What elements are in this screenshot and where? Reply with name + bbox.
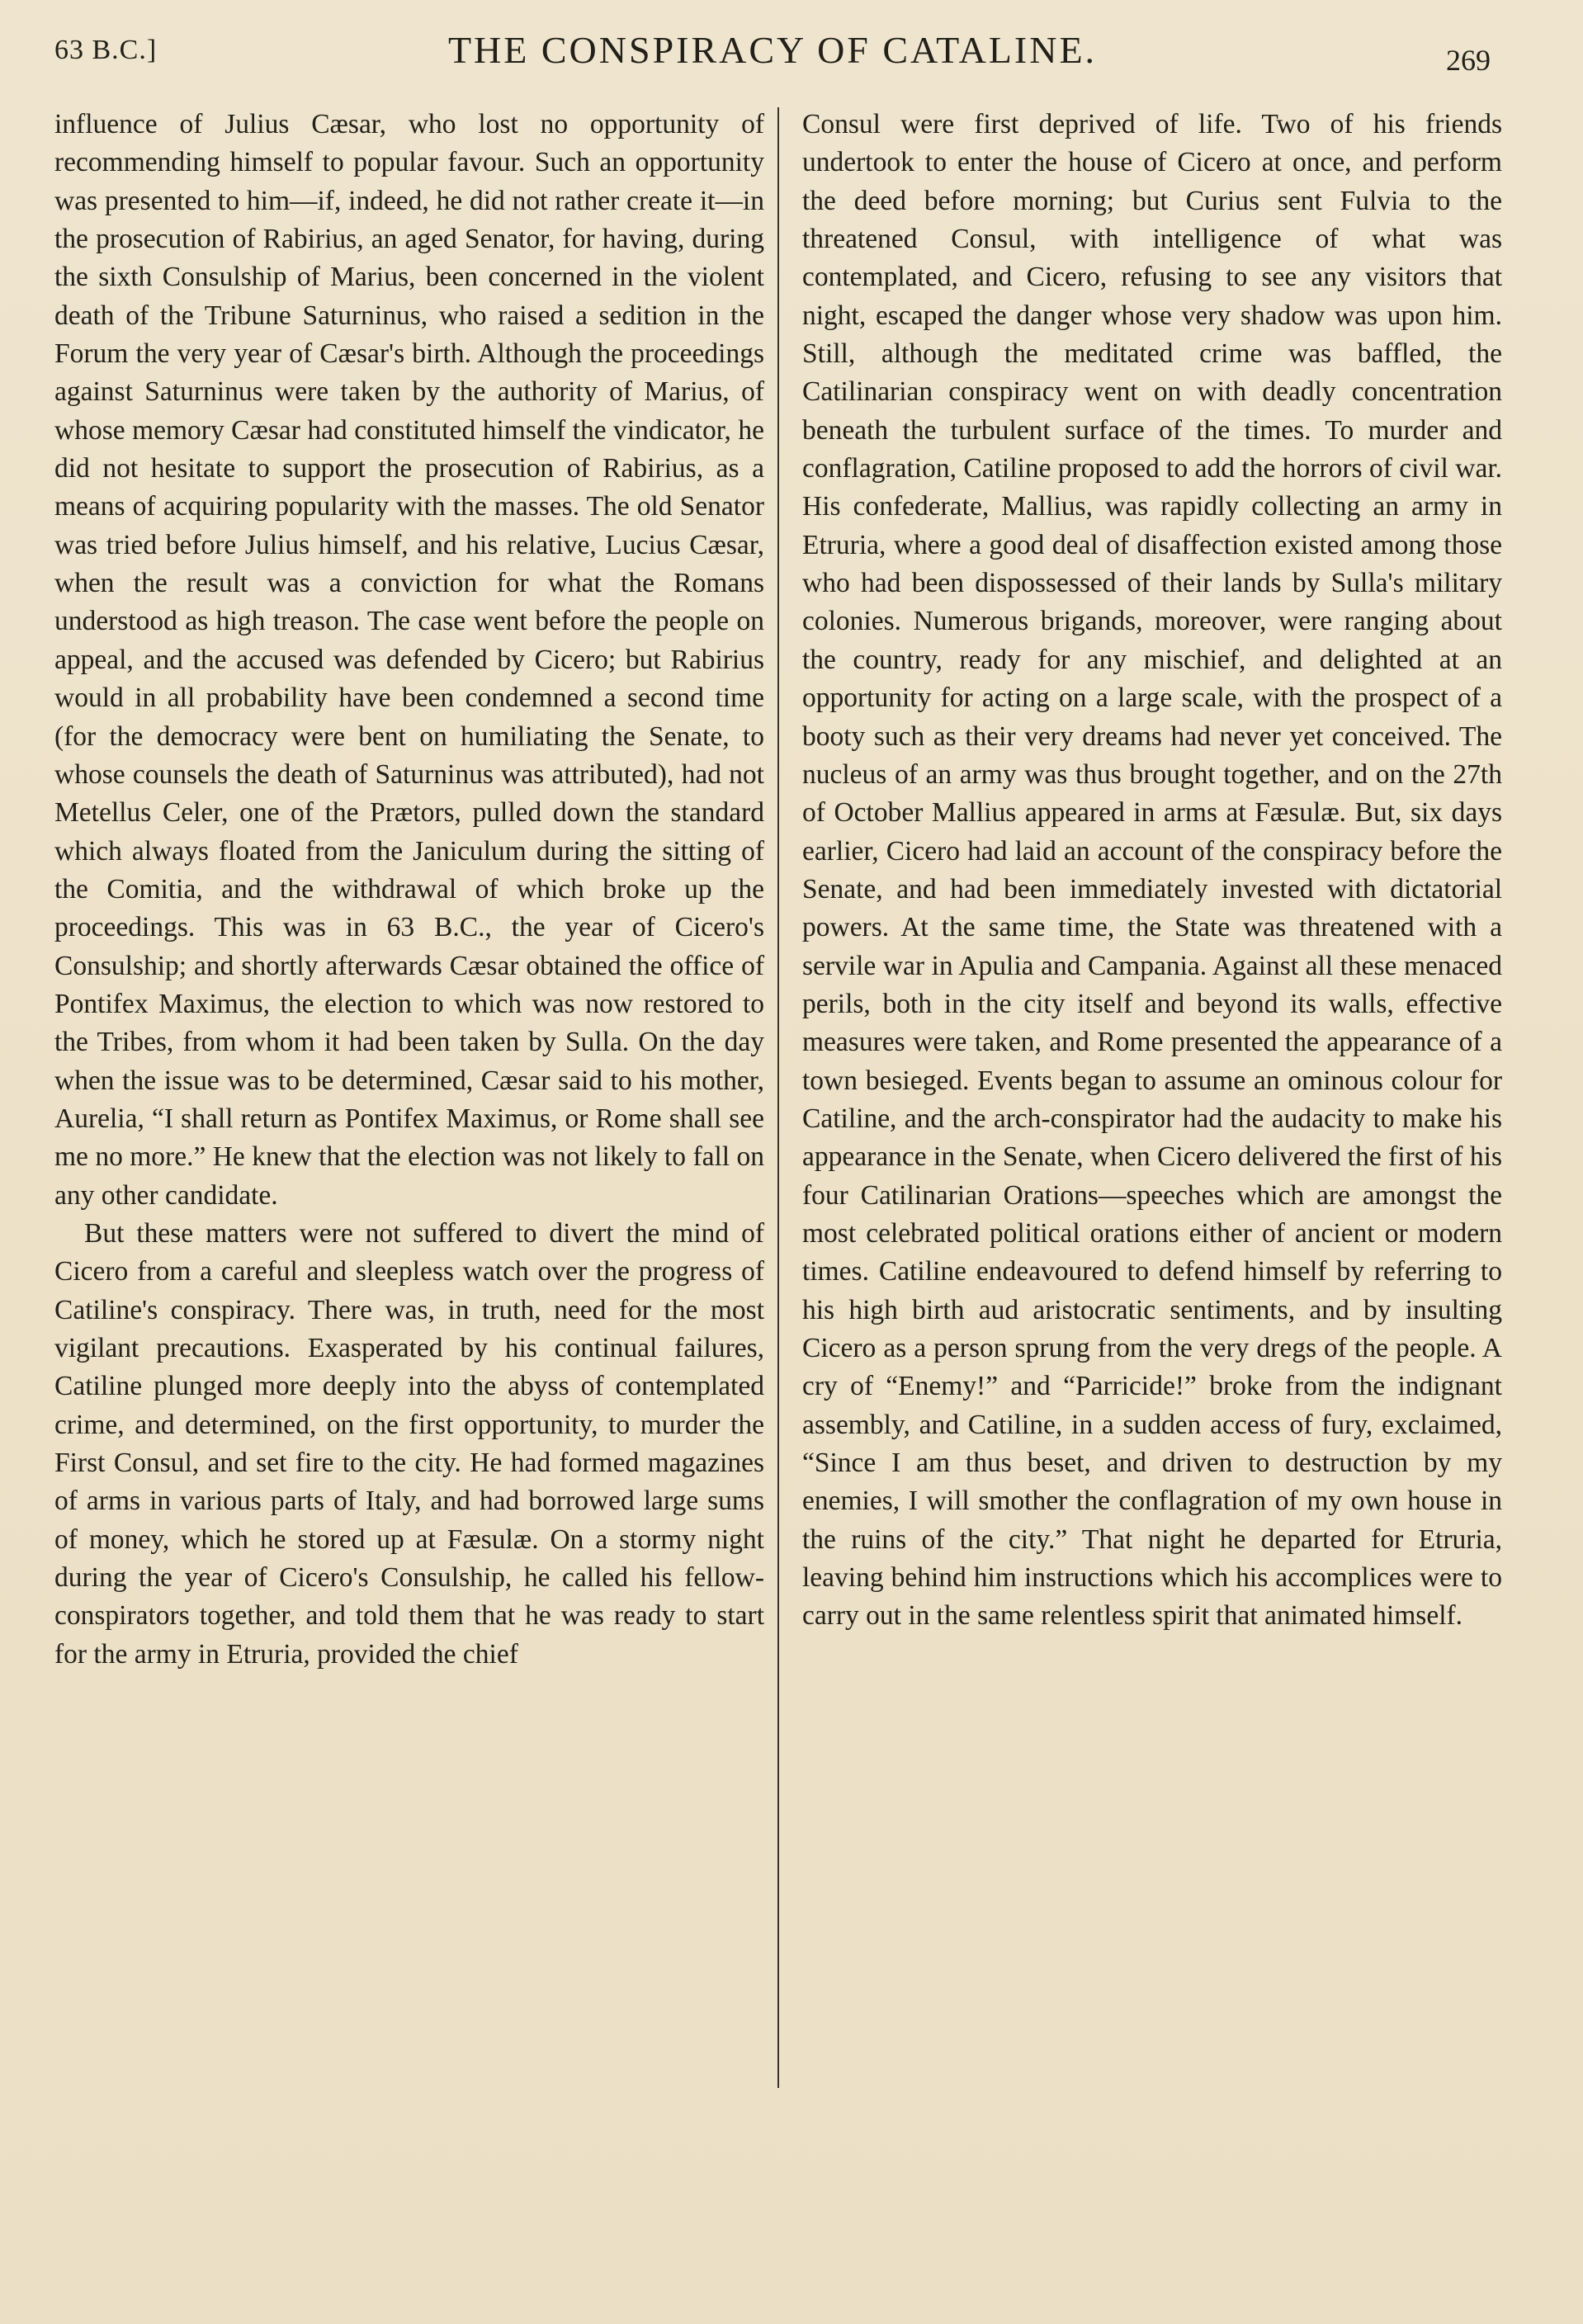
left-paragraph-2: But these matters were not suffered to divert the mind of Cicero from a careful and sleepless watch over the progress of Catiline's conspiracy. There was, in truth, need for the most vigilant precautions. Exasperated by his continual failures, Catiline plunged more deeply into the abyss of contemplated crime, and determined, on the first opportunity, to murder the First Consul, and set fire to the city. He had formed magazines of arms in various parts of Italy, and had borrowed large sums of money, which he stored up at Fæsulæ. On a stormy night during the year of Cicero's Consulship, he called his fellow-conspirators together, and told them that he was ready to start for the army in Etruria, provided the chief (54, 1217, 764, 1670)
left-paragraph-1: influence of Julius Cæsar, who lost no opportunity of recommending himself to popular favour. Such an opportunity was presented to him—if, indeed, he did not rather create it—in the prosecution of Rabirius, an aged Senator, for having, during the sixth Consulship of Marius, been concerned in the violent death of the Tribune Saturninus, who raised a sedition in the Forum the very year of Cæsar's birth. Although the proceedings against Saturninus were taken by the authority of Marius, of whose memory Cæsar had constituted himself the vindicator, he did not hesitate to support the prosecution of Rabirius, as a means of acquiring popularity with the masses. The old Senator was tried before Julius himself, and his relative, Lucius Cæsar, when the result was a conviction for what the Romans understood as high treason. The case went before the people on appeal, and the accused was defended by Cicero; but Rabirius would in all probability have been condemned a second time (for the democracy were bent on humiliating the Senate, to whose counsels the death of Saturninus was attributed), had not Metellus Celer, one of the Prætors, pulled down the standard which always floated from the Janiculum during the sitting of the Comitia, and the withdrawal of which broke up the proceedings. This was in 63 B.C., the year of Cicero's Consulship; and shortly afterwards Cæsar obtained the office of Pontifex Maximus, the election to which was now restored to the Tribes, from whom it had been taken by Sulla. On the day when the issue was to be determined, Cæsar said to his mother, Aurelia, “I shall return as Pontifex Maximus, or Rome shall see me no more.” He knew that the election was not likely to fall on any other candidate. (54, 109, 764, 1211)
column-divider (777, 107, 779, 2088)
left-column (54, 106, 764, 1674)
page-title: THE CONSPIRACY OF CATALINE. (447, 29, 1098, 71)
header-date: 63 B.C.] (54, 35, 158, 65)
right-paragraph-1: Consul were first deprived of life. Two of his friends undertook to enter the house of Cicero at once, and perform the deed before morning; but Curius sent Fulvia to the threatened Consul, with intelligence of what was contemplated, and Cicero, refusing to see any visitors that night, escaped the danger whose very shadow was upon him. Still, although the meditated crime was baffled, the Catilinarian conspiracy went on with deadly concentration beneath the turbulent surface of the times. To murder and conflagration, Catiline proposed to add the horrors of civil war. His confederate, Mallius, was rapidly collecting an army in Etruria, where a good deal of disaffection existed among those who had been dispossessed of their lands by Sulla's military colonies. Numerous brigands, moreover, were ranging about the country, ready for any mischief, and delighted at an opportunity for acting on a large scale, with the prospect of a booty such as their very dreams had never yet conceived. The nucleus of an army was thus brought together, and on the 27th of October Mallius appeared in arms at Fæsulæ. But, six days earlier, Cicero had laid an account of the conspiracy before the Senate, and had been immediately invested with dictatorial powers. At the same time, the State was threatened with a servile war in Apulia and Campania. Against all these menaced perils, both in the city itself and beyond its walls, effective measures were taken, and Rome presented the appearance of a town besieged. Events began to assume an ominous colour for Catiline, and the arch-conspirator had the audacity to make his appearance in the Senate, when Cicero delivered the first of his four Catilinarian Orations—speeches which are amongst the most celebrated political orations either of ancient or modern times. Catiline endeavoured to defend himself by referring to his high birth aud aristocratic sentiments, and by insulting Cicero as a person sprung from the very dregs of the people. A cry of “Enemy!” and “Parricide!” broke from the indignant assembly, and Catiline, in a sudden access of fury, exclaimed, “Since I am thus beset, and driven to destruction by my enemies, I will smother the conflagration of my own house in the ruins of the city.” That night he departed for Etruria, leaving behind him instructions which his accomplices were to carry out in the same relentless spirit that animated himself. (802, 109, 1502, 1632)
running-header (54, 25, 1491, 83)
page-number: 269 (1446, 44, 1491, 77)
right-column (802, 106, 1502, 1636)
